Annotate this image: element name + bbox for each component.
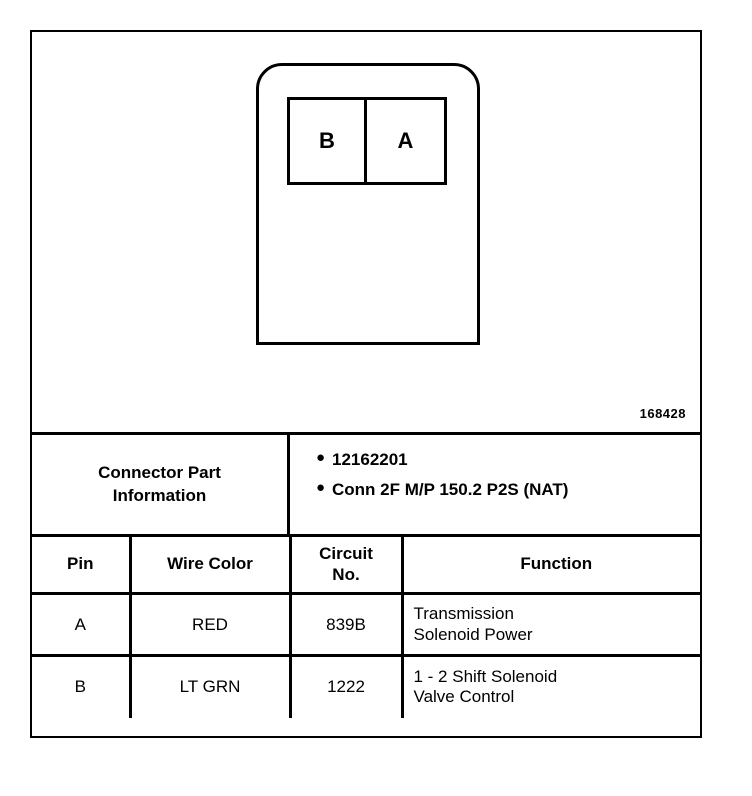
part-info-label-line2: Information — [112, 485, 207, 505]
part-info-label-line1: Connector Part — [98, 462, 221, 482]
connector-part-information — [32, 432, 700, 534]
table-row — [32, 656, 700, 718]
row-a-circuit-no: 839B — [290, 594, 402, 656]
part-number: 12162201 — [332, 450, 408, 469]
header-circuit-no-line2: No. — [332, 564, 360, 584]
part-info-bullet-1 — [316, 449, 700, 471]
cavity-b-label: B — [319, 128, 335, 153]
pin-table — [32, 534, 700, 718]
connector-cavity-box — [287, 97, 447, 185]
row-b-circuit-no: 1222 — [290, 656, 402, 718]
cavity-a — [367, 100, 444, 182]
part-info-bullet-2 — [316, 479, 700, 501]
header-function: Function — [402, 536, 700, 594]
row-b-function-line2: Valve Control — [413, 687, 515, 707]
row-a-function — [402, 594, 700, 656]
connector-description: Conn 2F M/P 150.2 P2S (NAT) — [332, 480, 569, 500]
cavity-a-label: A — [397, 128, 414, 153]
part-info-label — [32, 435, 290, 534]
row-a-function-line1: Transmission — [413, 603, 514, 623]
cavity-b — [290, 100, 367, 182]
figure-number: 168428 — [639, 406, 686, 421]
connector-drawing-area — [32, 32, 700, 432]
header-wire-color: Wire Color — [130, 536, 290, 594]
header-circuit-no-line1: Circuit — [319, 544, 373, 564]
table-row — [32, 594, 700, 656]
row-a-pin: A — [32, 594, 130, 656]
diagram-frame — [30, 30, 702, 738]
row-a-function-line2: Solenoid Power — [413, 624, 533, 644]
row-b-pin: B — [32, 656, 130, 718]
header-circuit-no — [290, 536, 402, 594]
bullet-icon: ● — [316, 449, 326, 466]
part-info-values — [290, 435, 700, 534]
row-b-function — [402, 656, 700, 718]
row-a-wire-color: RED — [130, 594, 290, 656]
bullet-icon: ● — [316, 479, 326, 497]
pin-table-header-row — [32, 536, 700, 594]
header-pin: Pin — [32, 536, 130, 594]
row-b-wire-color: LT GRN — [130, 656, 290, 718]
row-b-function-line1: 1 - 2 Shift Solenoid — [413, 666, 558, 686]
